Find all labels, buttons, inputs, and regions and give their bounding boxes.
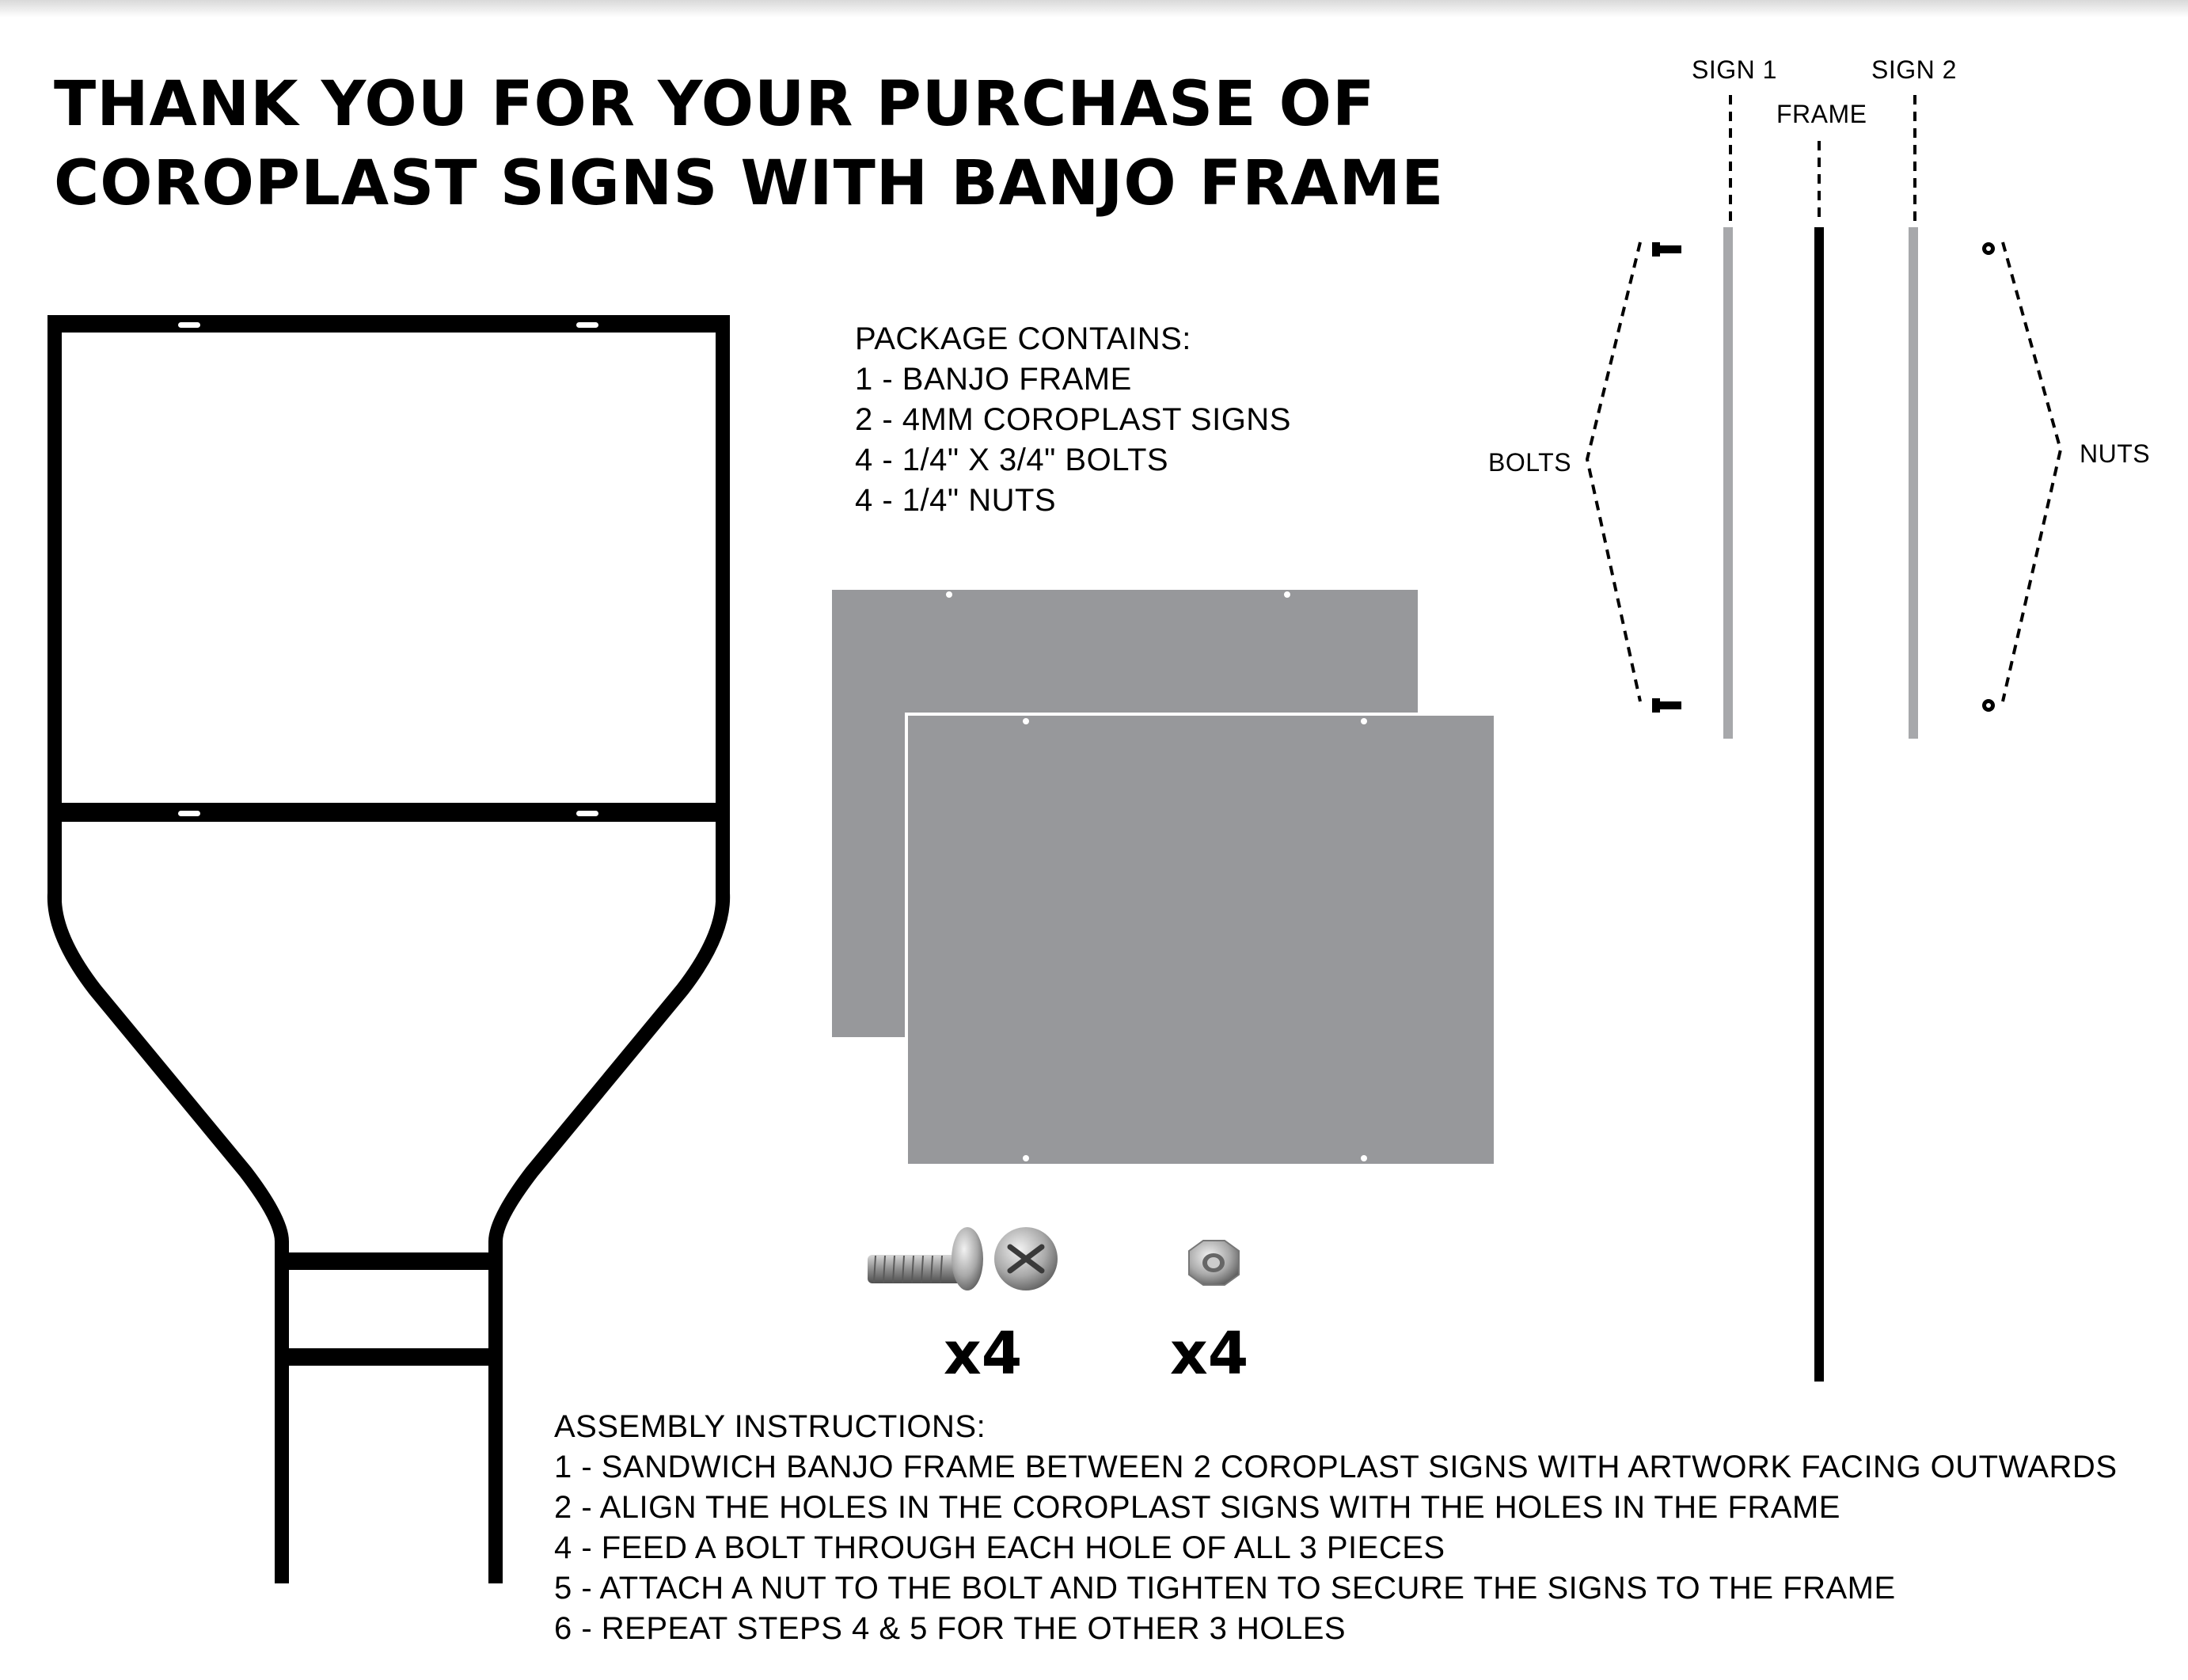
assembly-step: 6 - REPEAT STEPS 4 & 5 FOR THE OTHER 3 HOLES (554, 1611, 1347, 1646)
title-line-2: COROPLAST SIGNS WITH BANJO FRAME (54, 148, 1445, 219)
sign2-side-profile (1909, 227, 1918, 739)
bolt-side-icon (1652, 698, 1681, 713)
assembly-step: 4 - FEED A BOLT THROUGH EACH HOLE OF ALL 3 PIECES (554, 1530, 1445, 1565)
sign-hole (1023, 718, 1029, 724)
package-item: 2 - 4MM COROPLAST SIGNS (855, 402, 1291, 437)
banjo-frame-illustration (47, 315, 730, 1583)
frame-leg-brace-1 (282, 1252, 496, 1270)
sign-hole (1361, 718, 1367, 724)
bolt-side-icon (1652, 242, 1681, 257)
assembly-instructions (554, 1407, 2118, 1649)
sign1-side-profile (1723, 227, 1733, 739)
frame-left-taper (55, 893, 282, 1583)
package-item: 4 - 1/4" NUTS (855, 483, 1057, 518)
assembly-step: 1 - SANDWICH BANJO FRAME BETWEEN 2 COROPLAST SIGNS WITH ARTWORK FACING OUTWARDS (554, 1450, 2118, 1484)
exploded-side-view (1587, 95, 2061, 1382)
nut-side-icon (1982, 242, 1995, 255)
title-line-1: THANK YOU FOR YOUR PURCHASE OF (54, 69, 1376, 140)
frame-hole (576, 811, 598, 816)
label-sign-1: SIGN 1 (1692, 55, 1777, 84)
assembly-step: 2 - ALIGN THE HOLES IN THE COROPLAST SIGNS WITH THE HOLES IN THE FRAME (554, 1490, 1840, 1525)
label-bolts: BOLTS (1488, 448, 1572, 477)
frame-leg-brace-2 (282, 1348, 496, 1366)
frame-hole (178, 811, 200, 816)
coroplast-sign-front (906, 714, 1495, 1165)
sign-hole (1361, 1155, 1367, 1161)
bolt-quantity: x4 (944, 1320, 1023, 1388)
frame-hole (576, 322, 598, 328)
sign-hole (946, 591, 952, 598)
nut-side-icon (1982, 699, 1995, 712)
label-sign-2: SIGN 2 (1871, 55, 1957, 84)
frame-hole (178, 322, 200, 328)
package-item: 1 - BANJO FRAME (855, 362, 1132, 397)
sign-hole (1023, 1155, 1029, 1161)
package-item: 4 - 1/4" X 3/4" BOLTS (855, 443, 1169, 477)
frame-top-bar (47, 315, 730, 333)
label-nuts: NUTS (2080, 439, 2151, 468)
nuts-bracket (2003, 242, 2061, 701)
frame-side-profile (1814, 227, 1824, 1382)
nut-image (1189, 1241, 1239, 1285)
frame-middle-bar (47, 803, 730, 822)
package-contents (855, 319, 1291, 521)
bolts-bracket (1587, 242, 1640, 701)
nut-quantity: x4 (1170, 1320, 1249, 1388)
sign-hole (1284, 591, 1290, 598)
assembly-heading: ASSEMBLY INSTRUCTIONS: (554, 1409, 986, 1444)
coroplast-signs-illustration (832, 590, 1495, 1165)
label-frame: FRAME (1776, 100, 1867, 128)
bolt-image (868, 1227, 1058, 1290)
assembly-step: 5 - ATTACH A NUT TO THE BOLT AND TIGHTEN TO SECURE THE SIGNS TO THE FRAME (554, 1571, 1896, 1606)
package-heading: PACKAGE CONTAINS: (855, 321, 1191, 356)
